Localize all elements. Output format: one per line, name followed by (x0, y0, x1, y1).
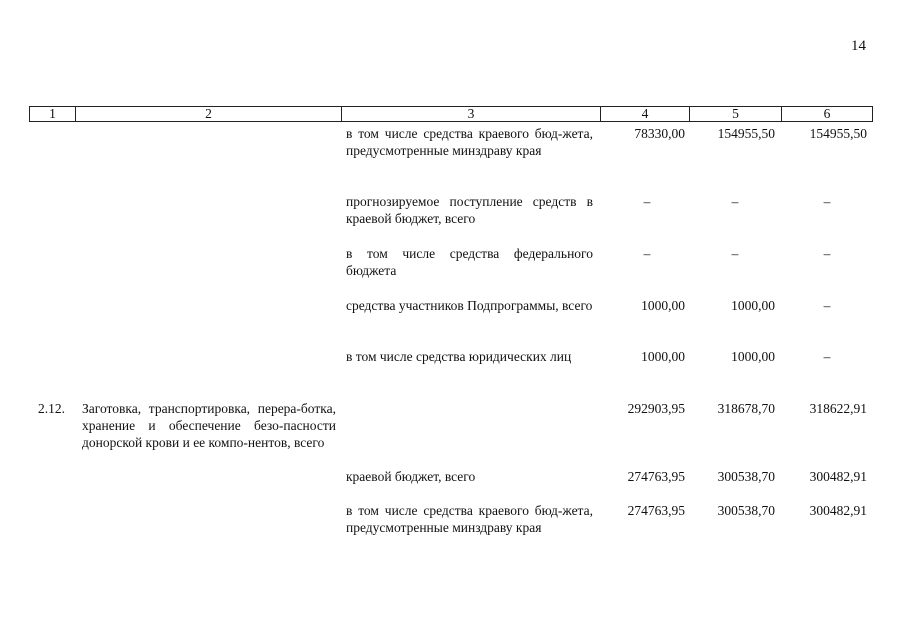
row-value-col6: – (823, 298, 831, 313)
row-value-col5: 1000,00 (731, 298, 775, 313)
column-header-4: 4 (601, 107, 690, 122)
row-value-col5: 318678,70 (717, 401, 775, 416)
column-header-row (30, 107, 873, 122)
row-description: краевой бюджет, всего (346, 469, 476, 484)
row-description: средства участников Подпрограммы, всего (346, 298, 593, 313)
row-value-col5: – (731, 246, 739, 261)
row-value-col5: 300538,70 (717, 469, 775, 484)
column-header-table (29, 106, 873, 122)
row-value-col6: 300482,91 (809, 469, 867, 484)
row-value-col4: – (643, 194, 651, 209)
row-value-col4: 1000,00 (641, 349, 685, 364)
column-header-6: 6 (782, 107, 873, 122)
page-number: 14 (851, 38, 866, 54)
column-header-3: 3 (342, 107, 601, 122)
row-value-col6: – (823, 349, 831, 364)
row-value-col6: 300482,91 (809, 503, 867, 518)
column-header-2: 2 (76, 107, 342, 122)
row-value-col4: 292903,95 (627, 401, 685, 416)
row-value-col5: 300538,70 (717, 503, 775, 518)
row-value-col4: 78330,00 (634, 126, 685, 141)
row-value-col4: 274763,95 (627, 503, 685, 518)
row-value-col6: 318622,91 (809, 401, 867, 416)
row-name: Заготовка, транспортировка, перера-ботка, хранение и обеспечение безо-пасности донорской крови и ее компо-нентов, всего (82, 401, 336, 450)
row-value-col6: – (823, 246, 831, 261)
row-value-col5: 154955,50 (717, 126, 775, 141)
row-description: в том числе средства краевого бюд-жета, предусмотренные минздраву края (346, 503, 593, 535)
column-header-1: 1 (30, 107, 76, 122)
row-value-col4: 274763,95 (627, 469, 685, 484)
row-description: в том числе средства краевого бюд-жета, предусмотренные минздраву края (346, 126, 593, 158)
row-value-col6: 154955,50 (809, 126, 867, 141)
row-value-col5: – (731, 194, 739, 209)
row-value-col5: 1000,00 (731, 349, 775, 364)
row-value-col6: – (823, 194, 831, 209)
row-description: прогнозируемое поступление средств в краевой бюджет, всего (346, 194, 593, 226)
row-value-col4: – (643, 246, 651, 261)
row-number: 2.12. (38, 401, 65, 416)
row-value-col4: 1000,00 (641, 298, 685, 313)
row-description: в том числе средства федерального бюджета (346, 246, 593, 278)
column-header-5: 5 (690, 107, 782, 122)
row-description: в том числе средства юридических лиц (346, 349, 572, 364)
